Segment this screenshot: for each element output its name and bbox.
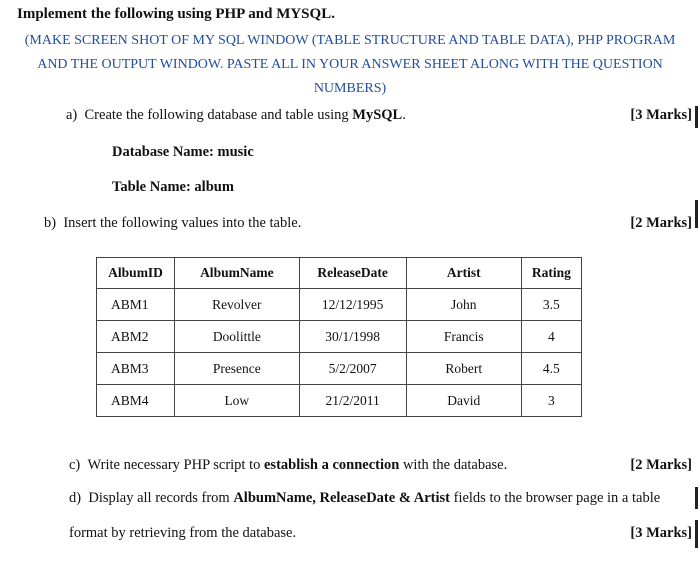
page-heading: Implement the following using PHP and MYSQL.: [17, 6, 335, 22]
database-name-label: Database Name: music: [112, 144, 254, 160]
question-d-separator-1: ,: [312, 490, 320, 506]
edge-marker: [695, 106, 698, 128]
cell-rating: 3.5: [521, 289, 581, 321]
question-d-field-artist: Artist: [413, 490, 450, 506]
table-row: [97, 289, 582, 321]
instruction-note-line-1: (MAKE SCREEN SHOT OF MY SQL WINDOW (TABLE STRUCTURE AND TABLE DATA), PHP PROGRAM: [24, 33, 676, 48]
edge-marker: [695, 200, 698, 228]
cell-rating: 3: [521, 385, 581, 417]
question-c-bold: establish a connection: [263, 457, 400, 473]
column-header-albumid: AlbumID: [97, 258, 175, 289]
cell-albumname: Presence: [175, 353, 299, 385]
question-d-marks: [3 Marks]: [630, 525, 692, 541]
question-a-marks: [3 Marks]: [630, 107, 692, 123]
instruction-note-line-3: NUMBERS): [313, 81, 387, 96]
question-c-label: c): [69, 457, 81, 473]
cell-releasedate: 21/2/2011: [299, 385, 406, 417]
question-b-text: Insert the following values into the table.: [63, 215, 302, 231]
edge-marker: [695, 487, 698, 509]
question-d-separator-2: &: [395, 490, 414, 506]
cell-releasedate: 30/1/1998: [299, 321, 406, 353]
cell-albumid: ABM4: [97, 385, 175, 417]
question-d-field-releasedate: ReleaseDate: [319, 490, 396, 506]
question-d-text: Display all records from: [88, 490, 234, 506]
table-name-label: Table Name: album: [112, 179, 234, 195]
question-c-marks: [2 Marks]: [630, 457, 692, 473]
cell-artist: David: [406, 385, 521, 417]
column-header-albumname: AlbumName: [175, 258, 299, 289]
cell-albumid: ABM3: [97, 353, 175, 385]
cell-artist: Robert: [406, 353, 521, 385]
cell-albumname: Low: [175, 385, 299, 417]
cell-releasedate: 5/2/2007: [299, 353, 406, 385]
cell-rating: 4: [521, 321, 581, 353]
column-header-releasedate: ReleaseDate: [299, 258, 406, 289]
table-row: [97, 321, 582, 353]
table-header-row: [97, 258, 582, 289]
question-d-label: d): [69, 490, 82, 506]
cell-albumid: ABM2: [97, 321, 175, 353]
question-a-text: Create the following database and table using: [84, 107, 353, 123]
question-b-marks: [2 Marks]: [630, 215, 692, 231]
question-a-end: .: [402, 107, 406, 123]
question-d-field-albumname: AlbumName: [233, 490, 313, 506]
question-a: [66, 107, 406, 124]
question-d: [69, 490, 660, 507]
cell-rating: 4.5: [521, 353, 581, 385]
instruction-note-line-2: AND THE OUTPUT WINDOW. PASTE ALL IN YOUR ANSWER SHEET ALONG WITH THE QUESTION: [37, 57, 663, 72]
table-row: [97, 385, 582, 417]
album-table: [96, 257, 582, 417]
table-row: [97, 353, 582, 385]
question-d-end: fields to the browser page in a table: [449, 490, 661, 506]
column-header-rating: Rating: [521, 258, 581, 289]
question-b: [44, 215, 301, 232]
cell-releasedate: 12/12/1995: [299, 289, 406, 321]
question-c-end: with the database.: [399, 457, 508, 473]
cell-albumname: Revolver: [175, 289, 299, 321]
question-c: [69, 457, 507, 474]
question-b-label: b): [44, 215, 57, 231]
cell-albumid: ABM1: [97, 289, 175, 321]
cell-artist: John: [406, 289, 521, 321]
cell-albumname: Doolittle: [175, 321, 299, 353]
question-a-label: a): [66, 107, 78, 123]
edge-marker: [695, 520, 698, 548]
column-header-artist: Artist: [406, 258, 521, 289]
question-a-bold: MySQL: [352, 107, 403, 123]
question-c-text: Write necessary PHP script to: [87, 457, 264, 473]
cell-artist: Francis: [406, 321, 521, 353]
question-d-line-2: format by retrieving from the database.: [69, 525, 297, 541]
